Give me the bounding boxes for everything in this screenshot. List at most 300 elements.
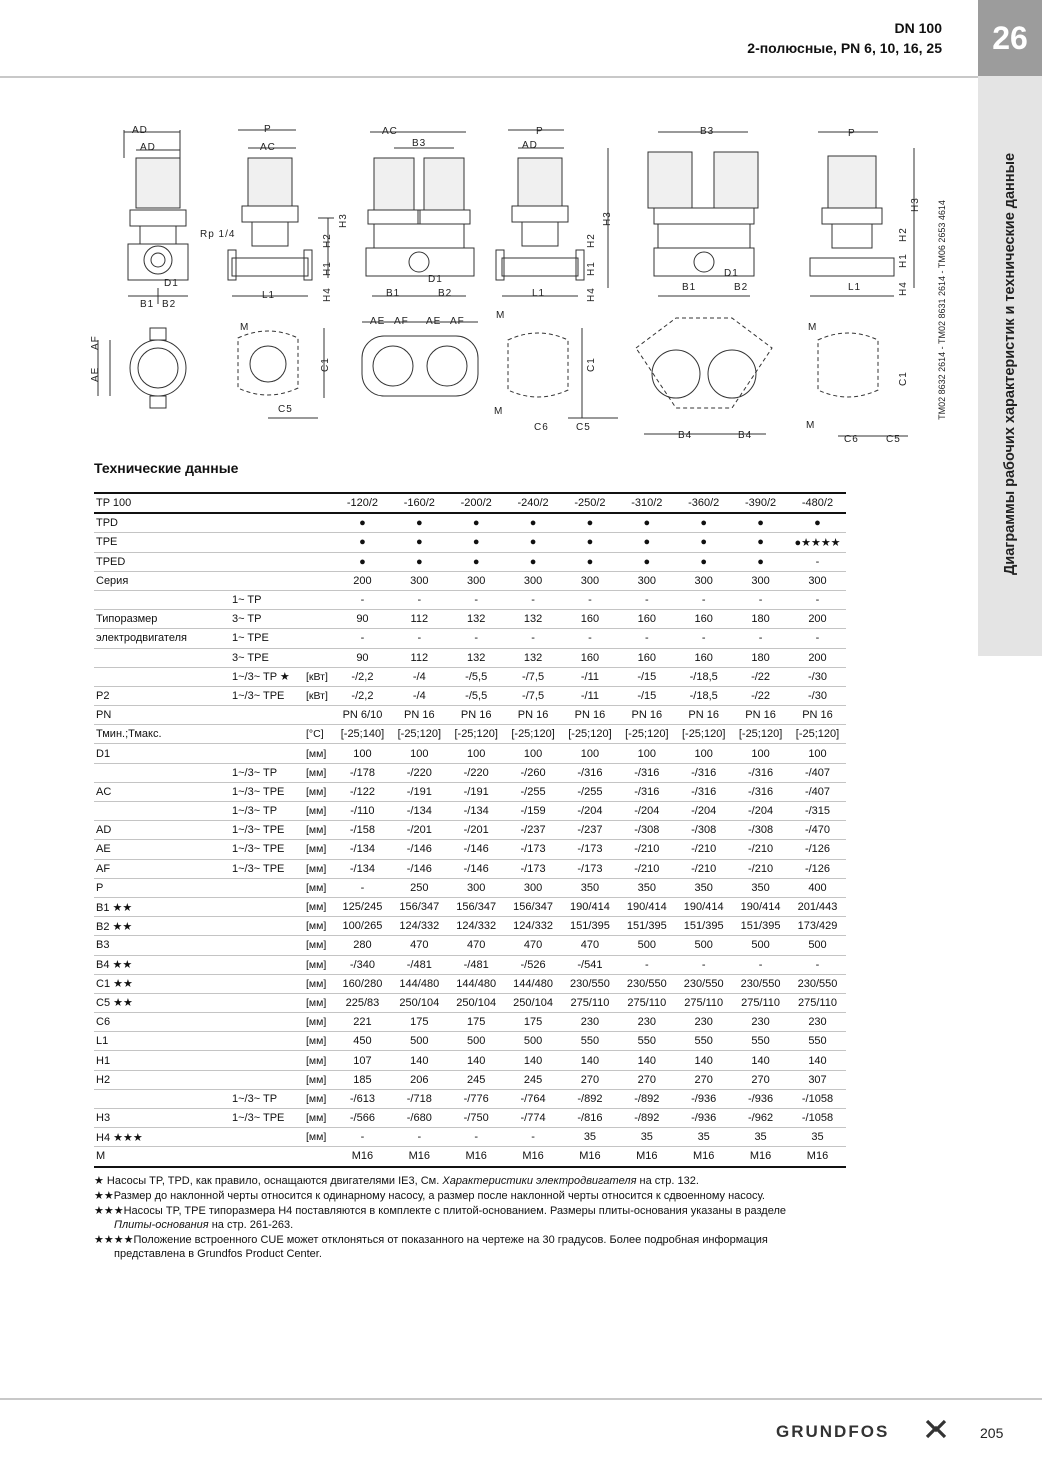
table-cell: 300 [789, 571, 846, 590]
table-cell: 300 [448, 571, 505, 590]
table-cell: -/204 [618, 802, 675, 821]
row-unit: [мм] [304, 936, 334, 955]
table-cell: ● [732, 533, 789, 552]
row-unit: [кВт] [304, 667, 334, 686]
table-cell: -/936 [732, 1089, 789, 1108]
table-header-cell: -250/2 [562, 493, 619, 513]
spec-table-body [94, 513, 846, 1166]
row-unit [304, 610, 334, 629]
row-unit: [мм] [304, 744, 334, 763]
table-cell: -/11 [562, 667, 619, 686]
table-cell: -/30 [789, 686, 846, 705]
row-variant: 1~/3~ TP [230, 802, 304, 821]
table-header-cell: -360/2 [675, 493, 732, 513]
label-h4: H4 [322, 287, 333, 302]
table-cell: 35 [789, 1128, 846, 1147]
table-cell: - [334, 629, 391, 648]
table-cell: 132 [505, 648, 562, 667]
row-variant: 1~/3~ TPE [230, 859, 304, 878]
row-label: H3 [94, 1109, 230, 1128]
row-variant [230, 744, 304, 763]
table-cell: -/962 [732, 1109, 789, 1128]
table-cell: ● [391, 552, 448, 571]
table-cell: 151/395 [562, 917, 619, 936]
table-cell: PN 16 [505, 706, 562, 725]
row-unit [304, 513, 334, 533]
table-row [94, 782, 846, 801]
row-variant [230, 878, 304, 897]
table-cell: 230 [562, 1013, 619, 1032]
header-rule [0, 76, 978, 78]
table-cell: -/892 [562, 1089, 619, 1108]
table-cell: 175 [505, 1013, 562, 1032]
row-label: P2 [94, 686, 230, 705]
table-row [94, 1128, 846, 1147]
table-cell: -/126 [789, 840, 846, 859]
grundfos-logo: GRUNDFOS [776, 1422, 890, 1441]
table-cell: ● [505, 533, 562, 552]
table-cell: 200 [789, 648, 846, 667]
table-row [94, 725, 846, 744]
row-variant [230, 897, 304, 916]
table-cell: 275/110 [732, 993, 789, 1012]
row-variant [230, 571, 304, 590]
row-label: H1 [94, 1051, 230, 1070]
table-cell: ● [334, 513, 391, 533]
table-cell: 140 [505, 1051, 562, 1070]
table-row [94, 648, 846, 667]
table-cell: PN 16 [448, 706, 505, 725]
row-variant [230, 1051, 304, 1070]
table-cell: -/173 [562, 840, 619, 859]
table-cell: - [675, 590, 732, 609]
table-cell: ● [732, 552, 789, 571]
table-cell: - [391, 590, 448, 609]
table-cell: 90 [334, 610, 391, 629]
table-cell: 180 [732, 610, 789, 629]
table-row [94, 955, 846, 974]
row-label: электродвигателя [94, 629, 230, 648]
label-h2: H2 [322, 233, 333, 248]
label-m: M [240, 322, 250, 333]
table-cell: [-25;120] [505, 725, 562, 744]
table-cell: -/340 [334, 955, 391, 974]
row-unit: [мм] [304, 821, 334, 840]
table-cell: 230/550 [732, 974, 789, 993]
drawing-tpe-side [496, 130, 618, 418]
table-cell: -/134 [391, 802, 448, 821]
label-h3-cue: H3 [910, 197, 921, 212]
table-cell: 500 [505, 1032, 562, 1051]
table-cell: - [675, 955, 732, 974]
row-unit: [мм] [304, 1032, 334, 1051]
table-cell: 250/104 [448, 993, 505, 1012]
table-cell: -/260 [505, 763, 562, 782]
footnote-3-ref: Плиты-основания [114, 1219, 209, 1231]
table-cell: -/541 [562, 955, 619, 974]
row-label: H4 ★★★ [94, 1128, 230, 1147]
row-unit [304, 1147, 334, 1167]
table-cell: 270 [675, 1070, 732, 1089]
table-cell: -/4 [391, 686, 448, 705]
row-unit: [мм] [304, 917, 334, 936]
table-cell: 500 [391, 1032, 448, 1051]
row-unit: [мм] [304, 955, 334, 974]
table-cell: 151/395 [732, 917, 789, 936]
table-cell: -/7,5 [505, 667, 562, 686]
row-label: B3 [94, 936, 230, 955]
table-cell: -/892 [618, 1109, 675, 1128]
row-label: Тмин.;Тмакс. [94, 725, 230, 744]
label-b3-twin-tpe: B3 [700, 126, 715, 137]
table-cell: 275/110 [618, 993, 675, 1012]
table-header-row [94, 493, 846, 513]
table-cell: -/316 [732, 763, 789, 782]
label-h2-tpe: H2 [586, 233, 597, 248]
table-cell: -/158 [334, 821, 391, 840]
table-cell: 151/395 [675, 917, 732, 936]
table-cell: 230 [789, 1013, 846, 1032]
table-cell: PN 16 [391, 706, 448, 725]
row-variant: 1~/3~ TPE [230, 782, 304, 801]
table-cell: PN 16 [789, 706, 846, 725]
label-b1: B1 [140, 299, 155, 310]
label-b4-2: B4 [738, 430, 753, 441]
row-unit: [мм] [304, 859, 334, 878]
table-cell: 230 [732, 1013, 789, 1032]
row-variant [230, 917, 304, 936]
table-cell: 160 [675, 610, 732, 629]
table-cell: 450 [334, 1032, 391, 1051]
table-header-cell: -240/2 [505, 493, 562, 513]
row-unit: [мм] [304, 763, 334, 782]
table-row [94, 533, 846, 552]
table-cell: - [334, 590, 391, 609]
label-h4-tpe: H4 [586, 287, 597, 302]
table-row [94, 1032, 846, 1051]
label-ac: AC [260, 142, 276, 153]
table-cell: -/210 [732, 859, 789, 878]
table-cell: - [789, 590, 846, 609]
footnote-3-b: на стр. 261-263. [208, 1219, 294, 1231]
table-cell: 175 [391, 1013, 448, 1032]
row-label: C5 ★★ [94, 993, 230, 1012]
table-cell: 300 [562, 571, 619, 590]
table-row [94, 1147, 846, 1167]
row-variant [230, 974, 304, 993]
table-cell: -/204 [732, 802, 789, 821]
row-variant [230, 533, 304, 552]
table-cell: ● [675, 552, 732, 571]
label-b4: B4 [678, 430, 693, 441]
table-cell: 144/480 [505, 974, 562, 993]
table-cell: -/316 [618, 782, 675, 801]
table-header-cell: -200/2 [448, 493, 505, 513]
row-unit [304, 706, 334, 725]
table-cell: -/134 [448, 802, 505, 821]
table-cell: -/173 [505, 840, 562, 859]
row-unit: [мм] [304, 1128, 334, 1147]
table-cell: 132 [448, 610, 505, 629]
table-cell: -/134 [334, 859, 391, 878]
table-cell: 124/332 [391, 917, 448, 936]
table-cell: 300 [732, 571, 789, 590]
label-b3-twin: B3 [412, 138, 427, 149]
label-ad-2: AD [140, 142, 156, 153]
table-cell: 500 [732, 936, 789, 955]
table-cell: 140 [448, 1051, 505, 1070]
label-d1-twin-tpe: D1 [724, 268, 739, 279]
label-h3-tpe: H3 [602, 211, 613, 226]
footnote-1-b: на стр. 132. [636, 1175, 699, 1187]
table-row [94, 897, 846, 916]
row-variant [230, 513, 304, 533]
table-cell: - [334, 1128, 391, 1147]
spec-table-head [94, 493, 846, 513]
table-row [94, 859, 846, 878]
row-unit: [°C] [304, 725, 334, 744]
table-cell: 221 [334, 1013, 391, 1032]
row-label: AE [94, 840, 230, 859]
row-label [94, 763, 230, 782]
row-variant: 1~/3~ TPE [230, 1109, 304, 1128]
footnote-3-a: ★★★Насосы TP, TPE типоразмера H4 поставляются в комплекте с плитой-основанием. Размеры плиты-основания указаны в разделе [94, 1205, 787, 1217]
table-cell: 140 [789, 1051, 846, 1070]
table-cell: ● [391, 533, 448, 552]
table-cell: PN 16 [732, 706, 789, 725]
table-cell: - [618, 955, 675, 974]
table-cell: -/5,5 [448, 667, 505, 686]
table-cell: ● [334, 533, 391, 552]
table-cell: 144/480 [391, 974, 448, 993]
table-cell: - [618, 629, 675, 648]
row-variant: 1~/3~ TP ★ [230, 667, 304, 686]
table-cell: -/566 [334, 1109, 391, 1128]
table-cell: ● [618, 533, 675, 552]
drawing-twin-front [362, 132, 478, 396]
table-cell: -/1058 [789, 1109, 846, 1128]
table-cell: 107 [334, 1051, 391, 1070]
side-title-text: Диаграммы рабочих характеристик и технические данные [1002, 152, 1018, 576]
table-cell: 206 [391, 1070, 448, 1089]
label-m-tpe-2: M [494, 406, 504, 417]
row-label: PN [94, 706, 230, 725]
row-label: B4 ★★ [94, 955, 230, 974]
table-cell: 144/480 [448, 974, 505, 993]
table-cell: -/210 [618, 840, 675, 859]
row-unit: [мм] [304, 878, 334, 897]
footnote-1 [94, 1174, 914, 1188]
table-row [94, 667, 846, 686]
row-label [94, 802, 230, 821]
table-cell: 100 [789, 744, 846, 763]
table-cell: -/11 [562, 686, 619, 705]
table-cell: PN 16 [562, 706, 619, 725]
row-variant: 1~/3~ TPE [230, 821, 304, 840]
footnote-4 [94, 1233, 914, 1261]
row-unit: [мм] [304, 1013, 334, 1032]
table-cell: -/308 [732, 821, 789, 840]
label-c6-cue: C6 [844, 434, 859, 445]
table-cell: -/134 [334, 840, 391, 859]
table-row [94, 763, 846, 782]
table-cell: ● [448, 552, 505, 571]
table-cell: 350 [618, 878, 675, 897]
table-cell: 300 [391, 571, 448, 590]
table-cell: 300 [448, 878, 505, 897]
drawing-labels [90, 124, 921, 445]
row-variant [230, 706, 304, 725]
table-row [94, 936, 846, 955]
table-cell: M16 [675, 1147, 732, 1167]
table-cell: 275/110 [675, 993, 732, 1012]
table-cell: -/308 [618, 821, 675, 840]
table-cell: -/4 [391, 667, 448, 686]
label-d1: D1 [164, 278, 179, 289]
label-h1: H1 [322, 261, 333, 276]
table-cell: 300 [675, 571, 732, 590]
table-cell: 280 [334, 936, 391, 955]
table-cell: [-25;120] [732, 725, 789, 744]
table-header-model: TP 100 [94, 493, 334, 513]
row-unit: [мм] [304, 840, 334, 859]
table-cell: -/407 [789, 763, 846, 782]
table-cell: -/316 [732, 782, 789, 801]
label-c1-cue: C1 [898, 371, 909, 386]
table-cell: ● [562, 533, 619, 552]
label-c5: C5 [278, 404, 293, 415]
table-cell: -/15 [618, 686, 675, 705]
label-b1-twin: B1 [386, 288, 401, 299]
table-cell: - [789, 629, 846, 648]
table-cell: 230/550 [618, 974, 675, 993]
table-row [94, 1013, 846, 1032]
table-cell: 156/347 [448, 897, 505, 916]
table-cell: - [789, 552, 846, 571]
table-cell: ● [675, 513, 732, 533]
table-cell: 140 [562, 1051, 619, 1070]
table-row [94, 821, 846, 840]
table-cell: - [732, 590, 789, 609]
row-variant: 1~/3~ TP [230, 1089, 304, 1108]
table-row [94, 917, 846, 936]
table-cell: 35 [675, 1128, 732, 1147]
table-cell: -/191 [391, 782, 448, 801]
footnote-1-ref: Характеристики электродвигателя [442, 1175, 637, 1187]
table-cell: 270 [732, 1070, 789, 1089]
table-cell: -/316 [562, 763, 619, 782]
label-ac-twin: AC [382, 126, 398, 137]
table-cell: -/764 [505, 1089, 562, 1108]
table-cell: -/210 [732, 840, 789, 859]
label-b1-twin-tpe: B1 [682, 282, 697, 293]
row-label [94, 648, 230, 667]
table-cell: 190/414 [562, 897, 619, 916]
row-label: C1 ★★ [94, 974, 230, 993]
table-cell: 160 [618, 610, 675, 629]
table-cell: 100 [618, 744, 675, 763]
row-variant: 3~ TPE [230, 648, 304, 667]
table-cell: M16 [448, 1147, 505, 1167]
label-c1-tpe: C1 [586, 357, 597, 372]
table-cell: -/237 [562, 821, 619, 840]
row-variant: 1~/3~ TPE [230, 840, 304, 859]
label-h2-cue: H2 [898, 227, 909, 242]
table-cell: 470 [562, 936, 619, 955]
row-label: C6 [94, 1013, 230, 1032]
label-af: AF [90, 335, 101, 350]
table-cell: -/201 [448, 821, 505, 840]
table-cell: -/18,5 [675, 686, 732, 705]
label-c5-cue: C5 [886, 434, 901, 445]
row-unit: [мм] [304, 974, 334, 993]
table-cell: 160 [562, 610, 619, 629]
table-cell: 35 [618, 1128, 675, 1147]
table-cell: -/159 [505, 802, 562, 821]
table-cell: [-25;140] [334, 725, 391, 744]
table-cell: 125/245 [334, 897, 391, 916]
row-label: H2 [94, 1070, 230, 1089]
table-cell: -/750 [448, 1109, 505, 1128]
label-p-tpe: P [536, 126, 544, 137]
row-label [94, 590, 230, 609]
row-variant: 3~ TP [230, 610, 304, 629]
table-row [94, 802, 846, 821]
row-unit: [мм] [304, 802, 334, 821]
table-cell: -/315 [789, 802, 846, 821]
drawing-twin-tpe [636, 132, 772, 434]
table-cell: 35 [562, 1128, 619, 1147]
row-label [94, 1089, 230, 1108]
table-cell: [-25;120] [448, 725, 505, 744]
table-cell: -/2,2 [334, 686, 391, 705]
label-m-cue-2: M [806, 420, 816, 431]
table-cell: -/2,2 [334, 667, 391, 686]
table-cell: ● [505, 552, 562, 571]
table-row [94, 706, 846, 725]
table-cell: 190/414 [675, 897, 732, 916]
table-cell: -/816 [562, 1109, 619, 1128]
table-cell: -/122 [334, 782, 391, 801]
row-variant: 1~/3~ TPE [230, 686, 304, 705]
table-cell: 35 [732, 1128, 789, 1147]
table-cell: -/5,5 [448, 686, 505, 705]
table-cell: -/146 [448, 840, 505, 859]
table-cell: -/936 [675, 1089, 732, 1108]
row-variant [230, 993, 304, 1012]
label-b2-twin: B2 [438, 288, 453, 299]
label-h1-tpe: H1 [586, 261, 597, 276]
table-cell: - [562, 629, 619, 648]
table-cell: 112 [391, 648, 448, 667]
row-label: M [94, 1147, 230, 1167]
table-row [94, 629, 846, 648]
table-cell: -/613 [334, 1089, 391, 1108]
table-cell: - [618, 590, 675, 609]
table-cell: PN 16 [675, 706, 732, 725]
label-h1-cue: H1 [898, 253, 909, 268]
table-cell: 100 [334, 744, 391, 763]
row-unit: [мм] [304, 1109, 334, 1128]
table-cell: 200 [789, 610, 846, 629]
table-cell: 201/443 [789, 897, 846, 916]
table-cell: -/255 [505, 782, 562, 801]
table-cell: -/774 [505, 1109, 562, 1128]
table-cell: M16 [391, 1147, 448, 1167]
row-unit: [мм] [304, 897, 334, 916]
table-cell: -/210 [618, 859, 675, 878]
label-l1-tpe: L1 [532, 288, 546, 299]
